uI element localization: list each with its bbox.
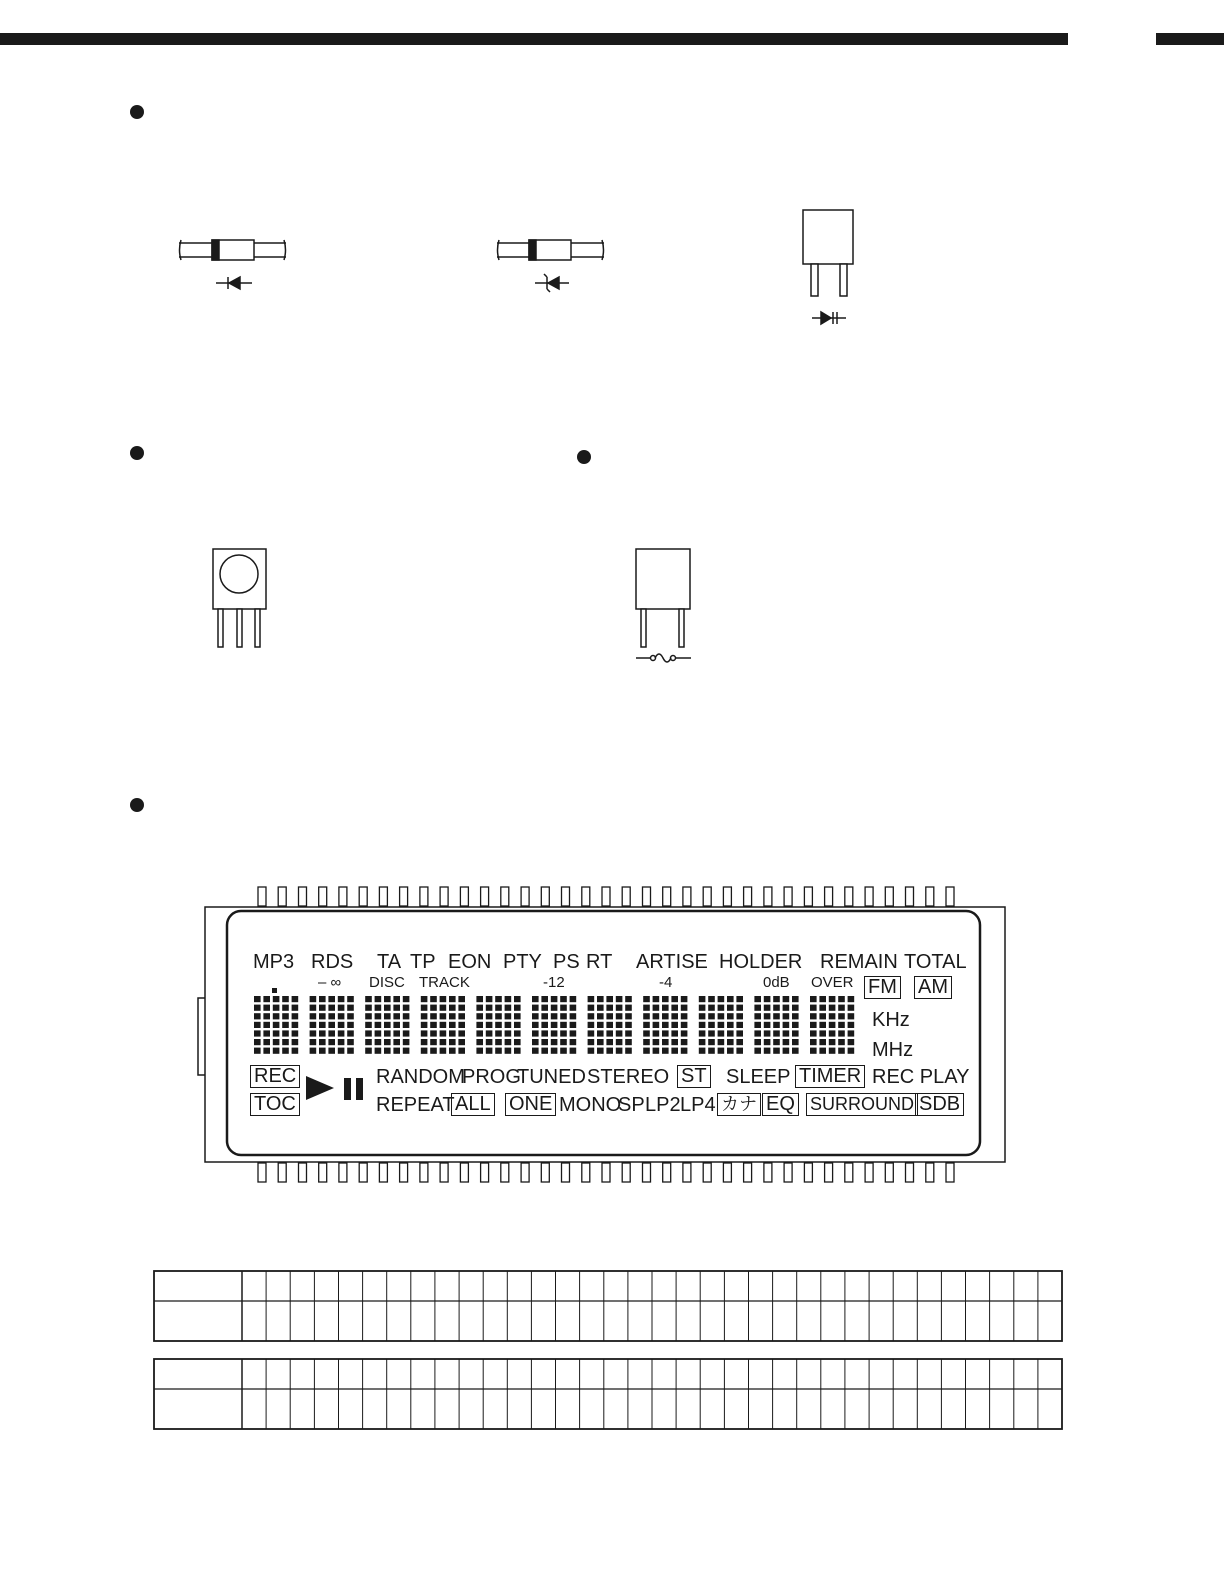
pin-table-2 bbox=[154, 1359, 1062, 1429]
lcd-ps: PS bbox=[553, 951, 580, 973]
lcd-holder: HOLDER bbox=[719, 951, 803, 973]
lcd-khz: KHz bbox=[872, 1009, 910, 1031]
lcd-eon: EON bbox=[448, 951, 492, 973]
lcd-am-badge: AM bbox=[914, 976, 952, 999]
lcd-stereo: STEREO bbox=[587, 1066, 670, 1088]
lcd-0db: 0dB bbox=[763, 974, 790, 991]
lcd-artise: ARTISE bbox=[636, 951, 708, 973]
lcd-track: TRACK bbox=[419, 974, 470, 991]
lcd-rt: RT bbox=[586, 951, 613, 973]
lcd-rec-badge: REC bbox=[250, 1065, 300, 1088]
lcd-sp: SP bbox=[618, 1094, 645, 1116]
lcd-fm-badge: FM bbox=[864, 976, 901, 999]
lcd-ta: TA bbox=[377, 951, 402, 973]
lcd-sleep: SLEEP bbox=[726, 1066, 791, 1088]
lcd-random: RANDOM bbox=[376, 1066, 465, 1088]
lcd-kana-badge: カナ bbox=[717, 1093, 761, 1116]
lcd-toc-badge: TOC bbox=[250, 1093, 300, 1116]
lcd-timer-badge: TIMER bbox=[795, 1065, 865, 1088]
lcd-remain: REMAIN bbox=[820, 951, 898, 973]
lcd-lp4: LP4 bbox=[680, 1094, 716, 1116]
lcd-tuned: TUNED bbox=[517, 1066, 586, 1088]
lcd-sdb-badge: SDB bbox=[915, 1093, 964, 1116]
lcd-minus4: -4 bbox=[659, 974, 673, 991]
lcd-mhz: MHz bbox=[872, 1039, 914, 1061]
lcd-mono: MONO bbox=[559, 1094, 622, 1116]
lcd-tp: TP bbox=[410, 951, 436, 973]
lcd-all-badge: ALL bbox=[451, 1093, 495, 1116]
lcd-mp3: MP3 bbox=[253, 951, 295, 973]
lcd-eq-badge: EQ bbox=[762, 1093, 799, 1116]
lcd-surround-badge: SURROUND bbox=[806, 1093, 918, 1116]
lcd-over: OVER bbox=[811, 974, 854, 991]
lcd-infinity: – ∞ bbox=[318, 974, 342, 991]
lcd-st-badge: ST bbox=[677, 1065, 711, 1088]
lcd-disc: DISC bbox=[369, 974, 405, 991]
lcd-repeat: REPEAT bbox=[376, 1094, 455, 1116]
lcd-rds: RDS bbox=[311, 951, 354, 973]
lcd-pty: PTY bbox=[503, 951, 542, 973]
lcd-minus12: -12 bbox=[543, 974, 565, 991]
pin-table-1 bbox=[154, 1271, 1062, 1341]
lcd-lp2: LP2 bbox=[645, 1094, 681, 1116]
lcd-one-badge: ONE bbox=[505, 1093, 556, 1116]
lcd-total: TOTAL bbox=[904, 951, 967, 973]
lcd-prog: PROG bbox=[462, 1066, 521, 1088]
lcd-rec-play: REC PLAY bbox=[872, 1066, 970, 1088]
